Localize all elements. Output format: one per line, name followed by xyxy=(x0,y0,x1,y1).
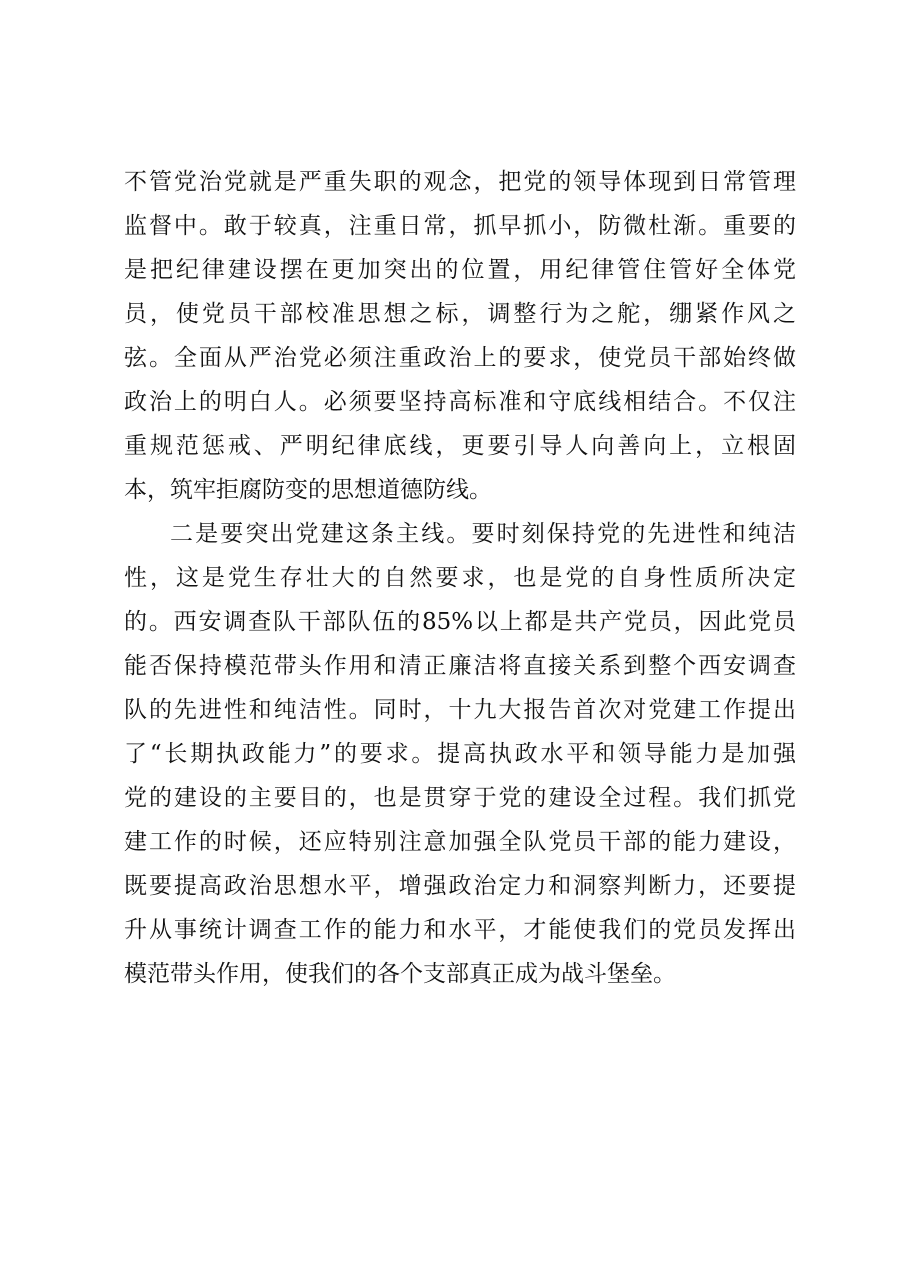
text-line: 员，使党员干部校准思想之标，调整行为之舵，绷紧作风之 xyxy=(124,301,796,327)
text-line: 重规范惩戒、严明纪律底线，更要引导人向善向上，立根固 xyxy=(124,433,796,459)
text-line: 二是要突出党建这条主线。要时刻保持党的先进性和纯洁 xyxy=(170,521,796,547)
text-line: 模范带头作用，使我们的各个支部真正成为战斗堡垒。 xyxy=(124,961,676,987)
text-line: 本，筑牢拒腐防变的思想道德防线。 xyxy=(124,477,492,503)
text-line: 政治上的明白人。必须要坚持高标准和守底线相结合。不仅注 xyxy=(124,389,796,415)
text-line: 是把纪律建设摆在更加突出的位置，用纪律管住管好全体党 xyxy=(124,257,796,283)
text-line: 党的建设的主要目的，也是贯穿于党的建设全过程。我们抓党 xyxy=(124,785,796,811)
text-line: 了“长期执政能力”的要求。提高执政水平和领导能力是加强 xyxy=(124,741,796,767)
text-line: 队的先进性和纯洁性。同时，十九大报告首次对党建工作提出 xyxy=(124,697,796,723)
text-line: 能否保持模范带头作用和清正廉洁将直接关系到整个西安调查 xyxy=(124,653,796,679)
text-line: 监督中。敢于较真，注重日常，抓早抓小，防微杜渐。重要的 xyxy=(124,213,796,239)
text-line: 建工作的时候，还应特别注意加强全队党员干部的能力建设， xyxy=(124,829,796,855)
paragraph-1 xyxy=(124,160,796,512)
text-line: 性，这是党生存壮大的自然要求，也是党的自身性质所决定 xyxy=(124,565,796,591)
text-line: 既要提高政治思想水平，增强政治定力和洞察判断力，还要提 xyxy=(124,873,796,899)
paragraph-2 xyxy=(124,512,796,996)
text-line: 升从事统计调查工作的能力和水平，才能使我们的党员发挥出 xyxy=(124,917,796,943)
text-line: 的。西安调查队干部队伍的85%以上都是共产党员，因此党员 xyxy=(124,609,796,635)
document-body xyxy=(124,160,796,996)
text-line: 弦。全面从严治党必须注重政治上的要求，使党员干部始终做 xyxy=(124,345,796,371)
text-line: 不管党治党就是严重失职的观念，把党的领导体现到日常管理 xyxy=(124,169,796,195)
